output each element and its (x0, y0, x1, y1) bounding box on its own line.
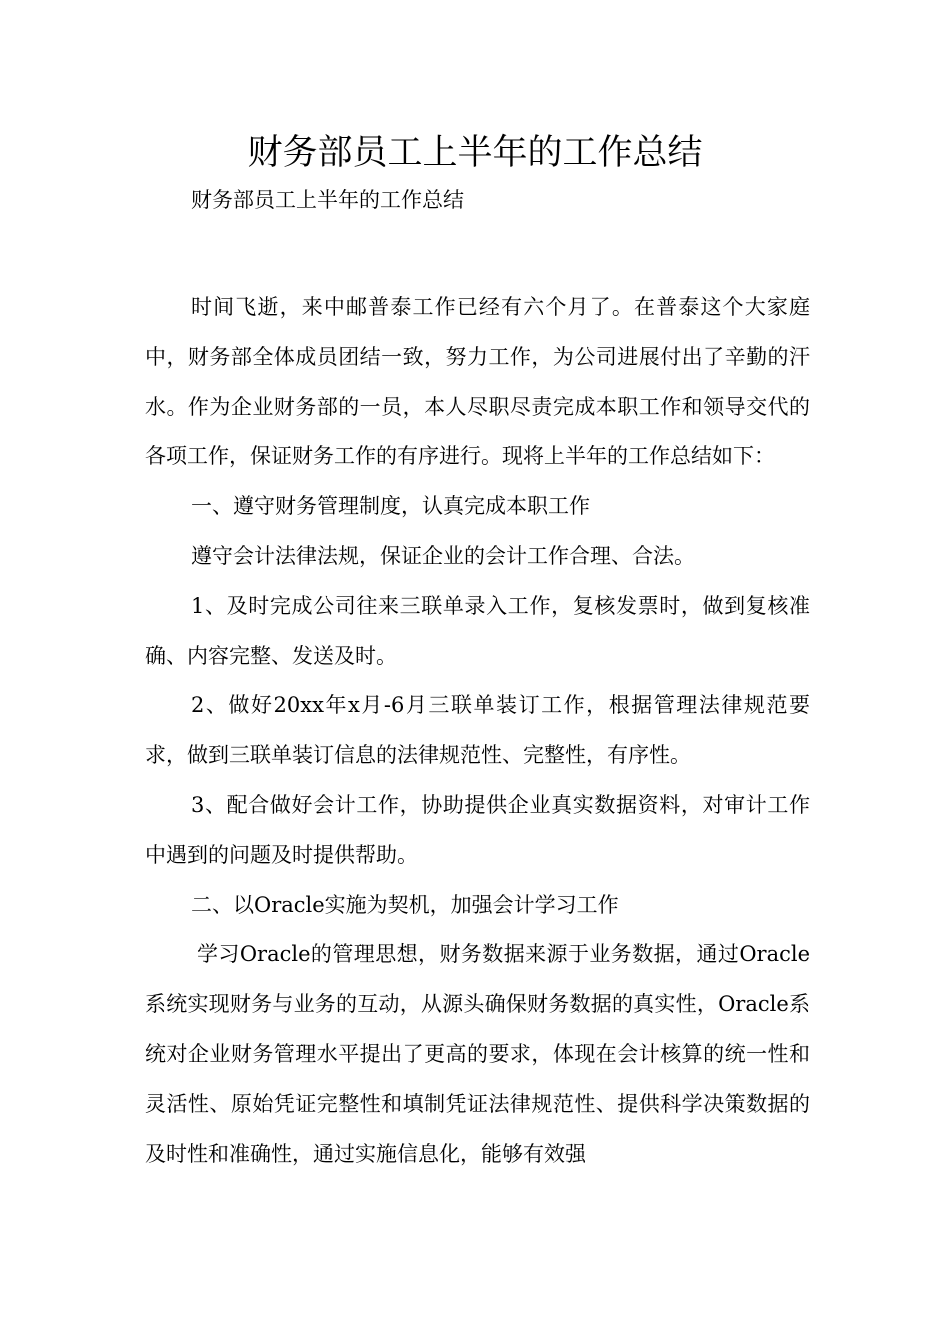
document-body (145, 283, 810, 1179)
section-heading-2: 二、以Oracle实施为契机，加强会计学习工作 (191, 892, 619, 917)
document-subtitle: 财务部员工上半年的工作总结 (191, 188, 464, 212)
paragraph-oracle: 学习Oracle的管理思想，财务数据来源于业务数据，通过Oracle系统实现财务与业务的互动，从源头确保财务数据的真实性，Oracle系统对企业财务管理水平提出了更高的要求，体现在会计核算的统一性和灵活性、原始凭证完整性和填制凭证法律规范性、提供科学决策数据的及时性和准确性，通过实施信息化，能够有效强 (145, 942, 810, 1166)
paragraph-intro: 时间飞逝，来中邮普泰工作已经有六个月了。在普泰这个大家庭中，财务部全体成员团结一致，努力工作，为公司进展付出了辛勤的汗水。作为企业财务部的一员，本人尽职尽责完成本职工作和领导交代的各项工作，保证财务工作的有序进行。现将上半年的工作总结如下： (145, 295, 810, 469)
paragraph-compliance: 遵守会计法律法规，保证企业的会计工作合理、合法。 (191, 543, 695, 568)
section-heading-1: 一、遵守财务管理制度，认真完成本职工作 (191, 494, 590, 519)
list-item-1: 1、及时完成公司往来三联单录入工作，复核发票时，做到复核准确、内容完整、发送及时。 (145, 593, 810, 668)
document-title: 财务部员工上半年的工作总结 (247, 133, 703, 173)
list-item-3: 3、配合做好会计工作，协助提供企业真实数据资料，对审计工作中遇到的问题及时提供帮助。 (145, 792, 810, 867)
list-item-2: 2、做好20xx年x月-6月三联单装订工作，根据管理法律规范要求，做到三联单装订信息的法律规范性、完整性，有序性。 (145, 693, 810, 768)
